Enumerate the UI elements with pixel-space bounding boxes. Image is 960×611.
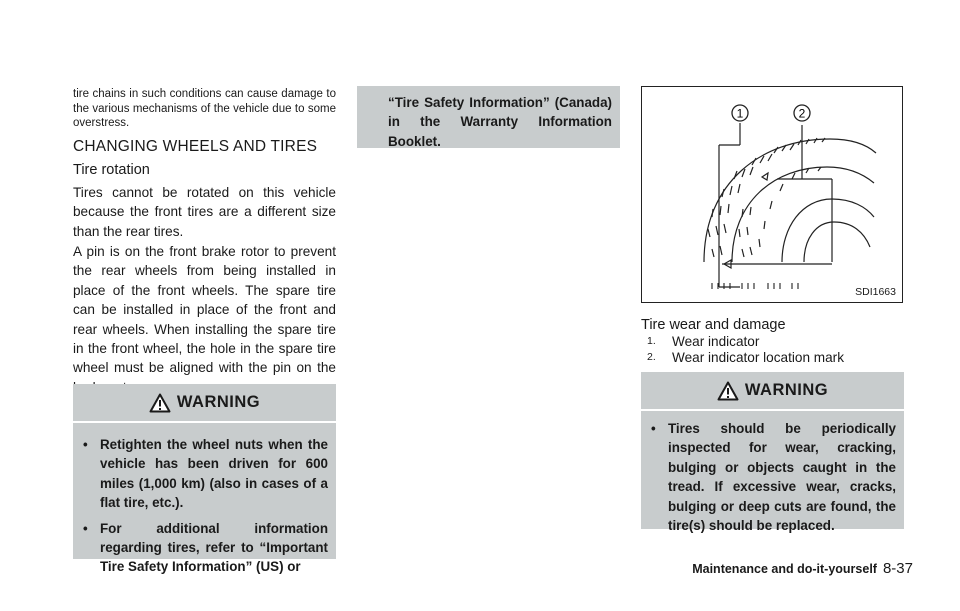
warning-list [641, 411, 904, 535]
warning-box-tire-inspection [641, 372, 904, 534]
bullet: • [651, 421, 656, 436]
warning-header [73, 384, 336, 421]
warning-title: WARNING [744, 381, 829, 399]
warning-box-continuation [357, 86, 620, 148]
paragraph-tire-rotation: Tires cannot be rotated on this vehicle because the front tires are a different size than the rear tires. [73, 185, 336, 239]
page-footer [692, 560, 913, 577]
callout-1 [732, 105, 748, 121]
warning-list [73, 423, 336, 577]
legend-item: 2. Wear indicator location mark [647, 349, 845, 365]
section-heading: CHANGING WHEELS AND TIRES [73, 138, 318, 155]
warning-header [641, 372, 904, 409]
footer-section-title: Maintenance and do-it-yourself [692, 562, 877, 576]
svg-text:2: 2 [798, 106, 806, 121]
warning-item: • For additional information regarding tires, refer to “Important Tire Safety Information” (US) or [83, 520, 328, 575]
tire-tread-illustration [642, 87, 901, 301]
warning-title: WARNING [176, 393, 261, 411]
callout-2 [794, 105, 810, 121]
warning-item: • Tires should be periodically inspected for wear, cracking, bulging or objects caught in the tread. If excessive wear, cracks, bulging or deep cuts are found, the tire(s) should be replaced. [651, 421, 896, 534]
warning-continuation-text: “Tire Safety Information” (Canada) in the Warranty Information Booklet. [388, 95, 612, 149]
tire-wear-figure [641, 86, 903, 303]
bullet: • [83, 437, 88, 452]
warning-triangle-icon [149, 393, 171, 413]
figure-legend [641, 334, 903, 365]
page-number: 8-37 [882, 560, 913, 577]
paragraph-brake-pin: A pin is on the front brake rotor to prevent the rear wheels from being installed in place of the front wheels. The spare tire can be installed in place of the front and rear wheels. When installing the spare tire in the front wheel, the hole in the spare tire wheel must be aligned with the pin on the [73, 244, 336, 376]
warning-box-wheel-nuts [73, 384, 336, 575]
warning-item: • Retighten the wheel nuts when the vehicle has been driven for 600 miles (1,000 km) (also in cases of a flat tire, etc.). [83, 437, 328, 511]
legend-item: 1. Wear indicator [647, 334, 760, 349]
subheading-tire-rotation: Tire rotation [73, 162, 150, 178]
continuation-text: tire chains in such conditions can cause damage to the various mechanisms of the vehicle due to some overstress. [73, 88, 336, 129]
warning-triangle-icon [717, 381, 739, 401]
caption-title: Tire wear and damage [641, 317, 786, 333]
svg-text:1: 1 [736, 106, 744, 121]
figure-code: SDI1663 [855, 286, 896, 298]
bullet: • [83, 520, 88, 536]
